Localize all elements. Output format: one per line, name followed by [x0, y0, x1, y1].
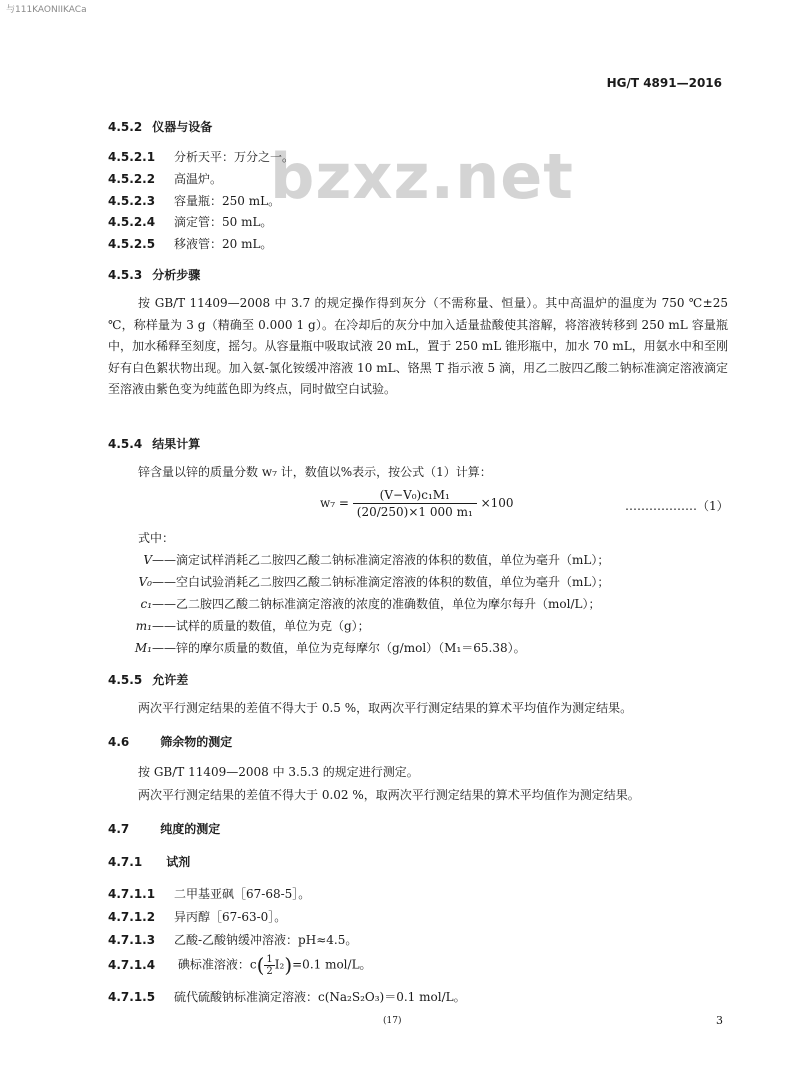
- item-number: 4.7.1.4: [108, 957, 156, 972]
- sieve-method-text: 按 GB/T 11409—2008 中 3.5.3 的规定进行测定。: [138, 765, 419, 779]
- variable-definition: [130, 595, 600, 612]
- list-item: [108, 213, 272, 230]
- section-title: 允许差: [152, 673, 189, 687]
- section-4-6-heading: [108, 733, 232, 750]
- variable-description: ——试样的质量的数值，单位为克（g）；: [152, 619, 370, 633]
- item-number: 4.7.1.3: [108, 933, 156, 947]
- half-fraction: [264, 954, 274, 977]
- formula-1: [320, 488, 514, 519]
- item-text: 乙酸-乙酸钠缓冲溶液：pH≈4.5。: [174, 933, 358, 947]
- paren-open: (: [256, 953, 265, 977]
- section-number: 4.5.3: [108, 268, 143, 282]
- section-title: 纯度的测定: [160, 822, 221, 836]
- section-4-7-1-heading: [108, 853, 190, 870]
- formula-numerator: (V−V₀)c₁M₁: [353, 488, 477, 504]
- item-number: 4.5.2.5: [108, 237, 156, 251]
- section-4-5-5-heading: [108, 671, 188, 688]
- item-number: 4.7.1.1: [108, 887, 156, 901]
- section-number: 4.6: [108, 735, 130, 749]
- list-item: [108, 235, 272, 252]
- item-text: 二甲基亚砜［67-68-5］。: [174, 887, 311, 901]
- list-item: [108, 885, 310, 902]
- item-text: 硫代硫酸钠标准滴定溶液：c(Na₂S₂O₃)＝0.1 mol/L。: [174, 990, 466, 1004]
- standard-number: HG/T 4891—2016: [606, 76, 722, 90]
- section-title: 结果计算: [152, 437, 201, 451]
- calculation-intro: 锌含量以锌的质量分数 w₇ 计，数值以%表示，按公式（1）计算：: [138, 465, 492, 479]
- variable-symbol: V: [143, 553, 152, 567]
- variable-definition: [130, 573, 609, 590]
- watermark: bzxz.net: [270, 140, 574, 213]
- paren-close: ): [284, 953, 293, 977]
- item-number: 4.5.2.1: [108, 150, 156, 164]
- formula-number: ………………（1）: [625, 499, 729, 513]
- section-title: 分析步骤: [152, 268, 201, 282]
- formula-lhs: w₇ =: [320, 496, 349, 510]
- list-item: [108, 192, 280, 209]
- formula-denominator: (20/250)×1 000 m₁: [356, 505, 473, 519]
- item-number: 4.5.2.3: [108, 194, 156, 208]
- item-text: 碘标准溶液：c: [177, 957, 257, 972]
- variable-symbol: c₁: [140, 597, 152, 611]
- variable-description: ——滴定试样消耗乙二胺四乙酸二钠标准滴定溶液的体积的数值，单位为毫升（mL）；: [152, 553, 610, 567]
- item-text: 容量瓶：250 mL。: [174, 194, 281, 208]
- list-item: [108, 908, 286, 925]
- section-number: 4.7.1: [108, 855, 143, 869]
- formula-fraction: [353, 488, 477, 519]
- section-4-5-3-heading: [108, 266, 200, 283]
- tolerance-text: 两次平行测定结果的差值不得大于 0.5 %，取两次平行测定结果的算术平均值作为测定结果。: [138, 701, 633, 715]
- section-4-7-heading: [108, 820, 220, 837]
- variable-symbol: V₀: [138, 575, 152, 589]
- list-item: [108, 148, 294, 165]
- variable-description: ——乙二胺四乙酸二钠标准滴定溶液的浓度的准确数值，单位为摩尔每升（mol/L）；: [152, 597, 601, 611]
- section-number: 4.7: [108, 822, 130, 836]
- section-title: 筛余物的测定: [160, 735, 233, 749]
- item-text: 分析天平：万分之一。: [174, 150, 295, 164]
- item-text: 移液管：20 mL。: [174, 237, 273, 251]
- corner-mark: 与111KAONIIKACa: [6, 5, 87, 15]
- item-number: 4.5.2.2: [108, 172, 156, 186]
- folio-number: (17): [383, 1016, 402, 1026]
- item-number: 4.7.1.5: [108, 990, 156, 1004]
- item-text: 异丙醇［67-63-0］。: [174, 910, 287, 924]
- variable-symbol: M₁: [134, 641, 152, 655]
- section-number: 4.5.5: [108, 673, 143, 687]
- section-4-5-2-heading: [108, 118, 212, 135]
- list-item: [108, 953, 372, 977]
- item-text: 滴定管：50 mL。: [174, 215, 273, 229]
- variable-description: ——空白试验消耗乙二胺四乙酸二钠标准滴定溶液的体积的数值，单位为毫升（mL）；: [152, 575, 610, 589]
- section-4-5-4-heading: [108, 435, 200, 452]
- item-number: 4.5.2.4: [108, 215, 156, 229]
- fraction-numerator: 1: [266, 953, 273, 965]
- section-title: 试剂: [166, 855, 191, 869]
- section-number: 4.5.2: [108, 120, 143, 134]
- where-label: 式中：: [138, 531, 175, 545]
- variable-definition: [130, 639, 526, 656]
- list-item: [108, 988, 466, 1005]
- procedure-paragraph: 按 GB/T 11409—2008 中 3.7 的规定操作得到灰分（不需称量、恒量）。其中高温炉的温度为 750 ℃±25 ℃，称样量为 3 g（精确至 0.000 1 g）。在冷却后的灰分中加入适量盐酸使其溶解，将溶液转移到 250 mL 容量瓶中，加水稀释至刻度，摇匀。从容量瓶中吸取试液 20 mL，置于 250 mL 锥形瓶中，加水 70 mL，用氨水中和至刚好有白色絮状物出现。加入氨-氯化铵缓冲溶液 10 mL、铬黑 T 指示液 5 滴，用乙二胺四乙酸二钠标准滴定溶液滴定至溶液由紫色变为纯蓝色即为终点，同时做空白试验。: [108, 296, 728, 396]
- variable-symbol: m₁: [135, 619, 152, 633]
- formula-tail: ×100: [480, 496, 514, 510]
- section-number: 4.5.4: [108, 437, 143, 451]
- item-number: 4.7.1.2: [108, 910, 156, 924]
- section-title: 仪器与设备: [152, 120, 213, 134]
- fraction-denominator: 2: [266, 965, 273, 977]
- variable-definition: [130, 551, 609, 568]
- variable-definition: [130, 617, 370, 634]
- list-item: [108, 170, 222, 187]
- page-number: 3: [716, 1014, 723, 1027]
- item-text-suffix: =0.1 mol/L。: [292, 957, 372, 972]
- list-item: [108, 931, 357, 948]
- item-text: 高温炉。: [174, 172, 223, 186]
- species: I₂: [274, 957, 285, 972]
- variable-description: ——锌的摩尔质量的数值，单位为克每摩尔（g/mol）（M₁＝65.38）。: [152, 641, 526, 655]
- sieve-tolerance-text: 两次平行测定结果的差值不得大于 0.02 %，取两次平行测定结果的算术平均值作为测定结果。: [138, 788, 640, 802]
